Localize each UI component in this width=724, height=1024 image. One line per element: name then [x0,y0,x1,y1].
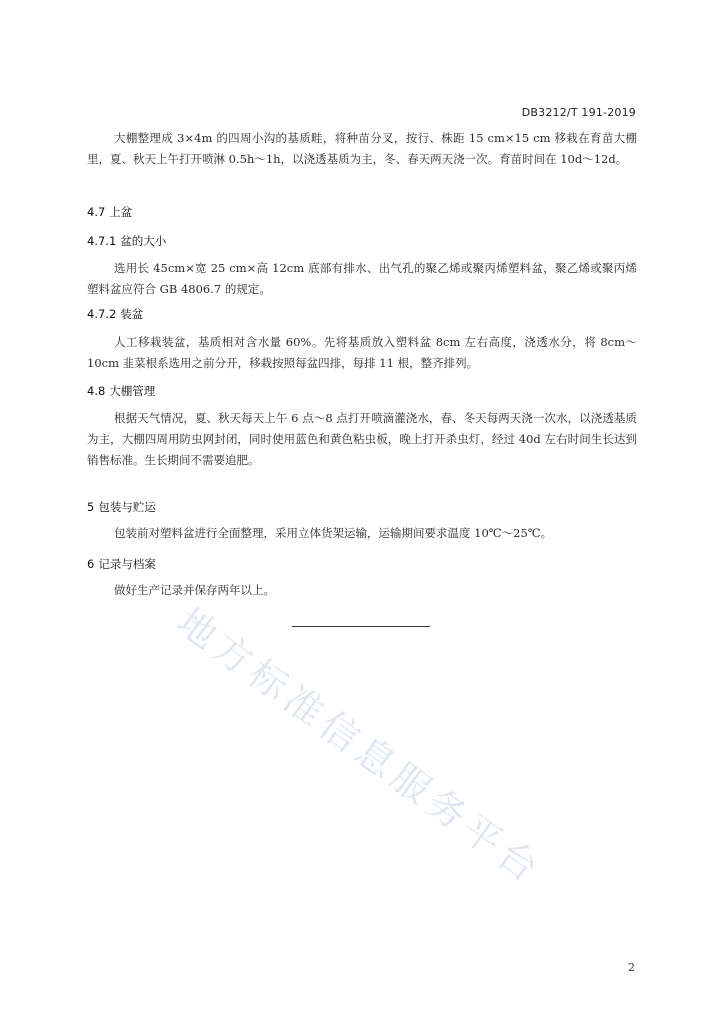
section-number: 4.7 [87,205,106,219]
section-paragraph: 根据天气情况，夏、秋天每天上午 6 点～8 点打开喷滴灌浇水，春、冬天每两天浇一次水，以浇透基质为主，大棚四周用防虫网封闭，同时使用蓝色和黄色粘虫板，晚上打开杀虫灯，经过 40d 左右时间生长达到销售标准。生长期间不需要追肥。 [87,411,637,467]
section-4-8-body [87,408,637,471]
section-4-7-1-body [87,258,637,300]
section-title: 记录与档案 [98,557,156,571]
watermark: 地方标准信息服务平台 [168,599,551,894]
section-title: 上盆 [109,205,133,219]
section-heading [87,383,637,399]
section-title: 大棚管理 [109,384,156,398]
section-heading [87,204,637,220]
section-6-body [87,580,637,601]
document-code: DB3212/T 191-2019 [521,106,636,119]
section-heading [87,556,637,572]
section-4-7-2-body [87,332,637,374]
section-6 [87,556,637,572]
intro-section [87,128,637,170]
section-title: 装盆 [120,307,144,321]
section-title: 包装与贮运 [98,500,156,514]
section-5-body [87,523,637,544]
section-number: 4.7.1 [87,234,117,248]
section-number: 4.8 [87,384,106,398]
section-paragraph: 包装前对塑料盆进行全面整理，采用立体货架运输，运输期间要求温度 10℃～25℃。 [114,526,553,540]
section-5 [87,499,637,515]
section-4-7-2 [87,306,637,322]
section-4-7 [87,204,637,220]
section-number: 5 [87,500,95,514]
section-heading [87,499,637,515]
section-heading [87,306,637,322]
intro-paragraph: 大棚整理成 3×4m 的四周小沟的基质畦，将种苗分叉，按行、株距 15 cm×15 cm 移栽在育苗大棚里，夏、秋天上午打开喷淋 0.5h～1h，以浇透基质为主，冬、春天两天浇一次。育苗时间在 10d～12d。 [87,131,637,166]
section-paragraph: 人工移栽装盆，基质相对含水量 60%。先将基质放入塑料盆 8cm 左右高度，浇透水分，将 8cm～10cm 韭菜根系选用之前分开，移栽按照每盆四排，每排 11 根，整齐排列。 [87,335,637,370]
section-4-7-1 [87,233,637,249]
section-4-8 [87,383,637,399]
page-number: 2 [628,961,635,974]
end-rule [292,626,430,627]
section-number: 6 [87,557,95,571]
section-heading [87,233,637,249]
section-paragraph: 做好生产记录并保存两年以上。 [114,583,275,597]
section-title: 盆的大小 [120,234,167,248]
section-paragraph: 选用长 45cm×宽 25 cm×高 12cm 底部有排水、出气孔的聚乙烯或聚丙烯塑料盆，聚乙烯或聚丙烯塑料盆应符合 GB 4806.7 的规定。 [87,261,637,296]
section-number: 4.7.2 [87,307,117,321]
